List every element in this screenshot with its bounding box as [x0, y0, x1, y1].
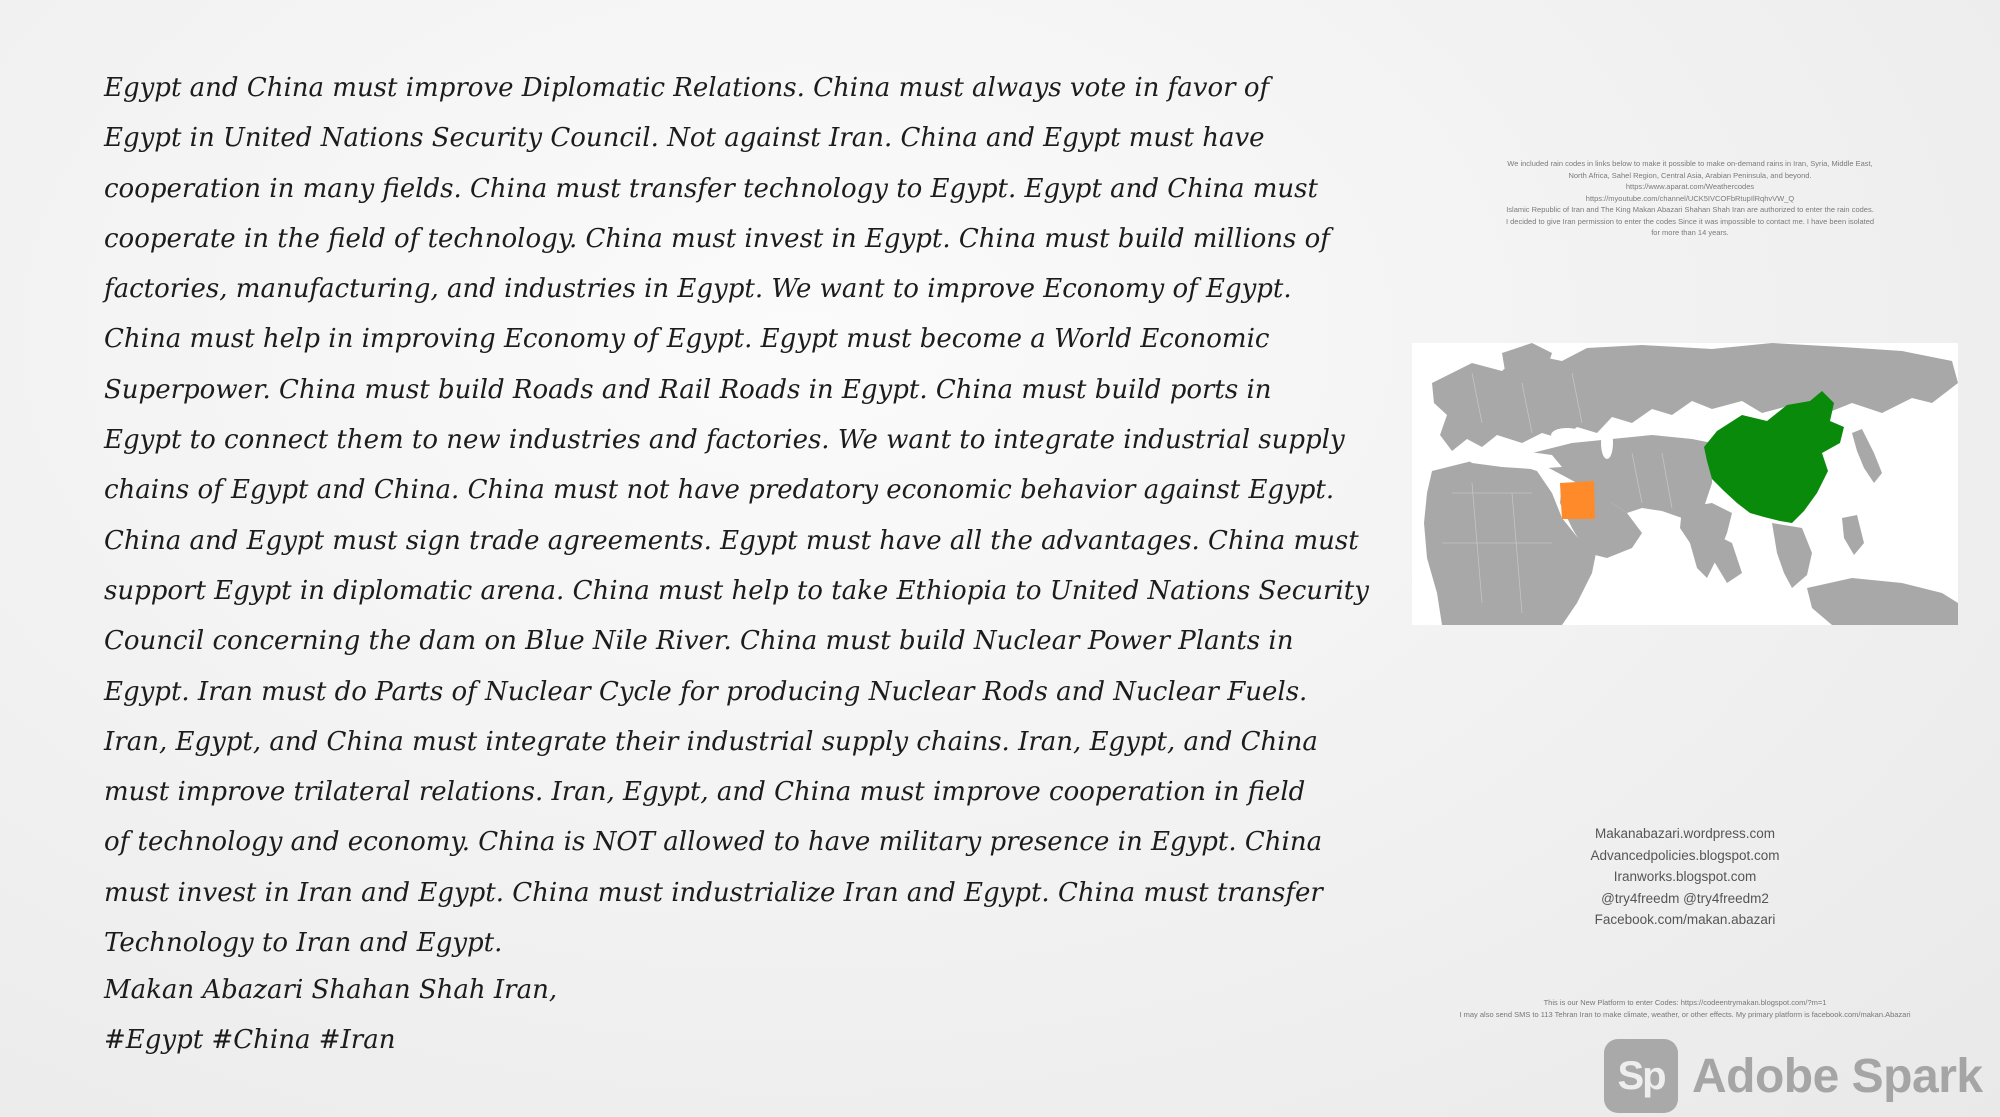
link-advancedpolicies[interactable]: Advancedpolicies.blogspot.com: [1590, 847, 1780, 863]
statement-line: Egypt to connect them to new industries and factories. We want to integrate industrial supply: [104, 425, 1345, 456]
platform-note: [1400, 997, 1970, 1020]
link-facebook[interactable]: Facebook.com/makan.abazari: [1594, 912, 1776, 927]
statement-line: factories, manufacturing, and industries in Egypt. We want to improve Economy of Egypt.: [104, 274, 1292, 305]
signature: Makan Abazari Shahan Shah Iran,: [104, 975, 558, 1005]
statement-line: must improve trilateral relations. Iran, Egypt, and China must improve cooperation in field: [104, 777, 1306, 808]
statement-line: support Egypt in diplomatic arena. China must help to take Ethiopia to United Nations Security: [104, 575, 1369, 606]
statement-line: Council concerning the dam on Blue Nile River. China must build Nuclear Power Plants in: [104, 626, 1294, 657]
map-svg: [1412, 343, 1958, 625]
note-line: North Africa, Sahel Region, Central Asia, Arabian Peninsula, and beyond.: [1568, 170, 1812, 180]
world-map-image: [1412, 343, 1958, 625]
statement-line: Technology to Iran and Egypt.: [104, 928, 503, 959]
link-iranworks[interactable]: Iranworks.blogspot.com: [1613, 869, 1757, 884]
spark-logo-icon: Sp: [1604, 1039, 1678, 1113]
statement-line: China and Egypt must sign trade agreements. Egypt must have all the advantages. China must: [104, 525, 1359, 556]
note-line: for more than 14 years.: [1651, 228, 1729, 237]
link-wordpress[interactable]: Makanabazari.wordpress.com: [1594, 826, 1776, 841]
note-line: I may also send SMS to 113 Tehran Iran to make climate, weather, or other effects. My primary platform is facebook.com/makan.Abazari: [1459, 1009, 1911, 1019]
statement-line: cooperation in many fields. China must transfer technology to Egypt. Egypt and China must: [104, 173, 1318, 204]
note-line: Islamic Republic of Iran and The King Makan Abazari Shahan Shah Iran are authorized to enter the rain codes.: [1506, 205, 1874, 214]
map-caspian-sea: [1601, 427, 1613, 459]
note-line: I decided to give Iran permission to enter the codes Since it was impossible to contact me. I have been isolated: [1505, 216, 1875, 226]
note-line: https://www.aparat.com/Weathercodes: [1625, 182, 1755, 191]
statement-line: Egypt in United Nations Security Council. Not against Iran. China and Egypt must have: [104, 123, 1265, 154]
main-statement: [104, 63, 1369, 968]
statement-line: Iran, Egypt, and China must integrate their industrial supply chains. Iran, Egypt, and China: [104, 726, 1318, 757]
brand-name: Adobe Spark: [1692, 1049, 1983, 1103]
statement-line: Superpower. China must build Roads and Rail Roads in Egypt. China must build ports in: [104, 374, 1272, 405]
adobe-spark-watermark: [1604, 1036, 1994, 1116]
link-twitter-handles[interactable]: @try4freedm @try4freedm2: [1601, 890, 1769, 906]
note-line: We included rain codes in links below to make it possible to make on-demand rains in Iran, Syria, Middle East,: [1507, 159, 1873, 168]
statement-line: Egypt. Iran must do Parts of Nuclear Cycle for producing Nuclear Rods and Nuclear Fuels.: [104, 676, 1308, 707]
map-black-sea: [1551, 428, 1583, 442]
statement-line: cooperate in the field of technology. China must invest in Egypt. China must build millions of: [104, 223, 1330, 254]
statement-line: China must help in improving Economy of Egypt. Egypt must become a World Economic: [104, 324, 1270, 355]
rain-codes-note: [1500, 158, 1880, 239]
note-line: https://myoutube.com/channel/UCK5IVCOFbRtupIlRqhvVW_Q: [1585, 193, 1795, 203]
note-line: This is our New Platform to enter Codes: https://codeentrymakan.blogspot.com/?m=1: [1543, 998, 1827, 1007]
map-egypt: [1560, 481, 1595, 519]
statement-line: Egypt and China must improve Diplomatic Relations. China must always vote in favor of: [104, 73, 1270, 103]
statement-line: chains of Egypt and China. China must not have predatory economic behavior against Egypt.: [104, 475, 1335, 506]
hashtags: #Egypt #China #Iran: [104, 1025, 396, 1055]
statement-line: of technology and economy. China is NOT allowed to have military presence in Egypt. China: [104, 827, 1323, 858]
links-list: [1485, 823, 1885, 931]
statement-line: must invest in Iran and Egypt. China must industrialize Iran and Egypt. China must transfer: [104, 877, 1323, 908]
